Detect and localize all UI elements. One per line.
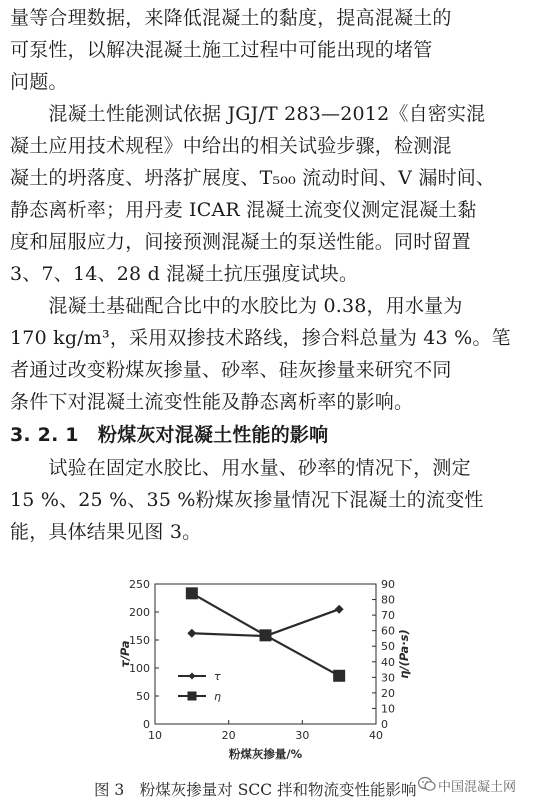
y-right-axis-label: η/(Pa·s) [397,629,411,679]
x-axis-label: 粉煤灰掺量/% [228,747,303,761]
legend-label: τ [214,670,221,683]
y-left-tick-label: 150 [129,634,150,647]
text-line: 量等合理数据，来降低混凝土的黏度，提高混凝土的 [10,7,452,29]
plot-frame [155,584,376,724]
y-left-tick-label: 200 [129,606,150,619]
legend-marker [188,692,197,701]
data-point [335,605,344,614]
y-left-axis-label: τ/Pa [118,640,132,668]
text-line: 可泵性，以解决混凝土施工过程中可能出现的堵管 [10,39,433,61]
y-right-tick-label: 40 [381,655,395,669]
x-tick-label: 30 [295,729,310,742]
text-line: 问题。 [10,71,68,93]
x-tick-label: 40 [369,729,383,742]
figure-caption: 图 3 粉煤灰掺量对 SCC 拌和物流变性能影响 [94,781,417,799]
section-heading: 3. 2. 1 粉煤灰对混凝土性能的影响 [10,424,329,446]
legend-marker [189,673,196,680]
y-right-tick-label: 20 [381,686,395,700]
text-line: 静态离析率；用丹麦 ICAR 混凝土流变仪测定混凝土黏 [10,199,477,221]
y-left-tick-label: 0 [143,718,150,731]
y-right-tick-label: 10 [381,702,395,716]
text-line: 度和屈服应力，间接预测混凝土的泵送性能。同时留置 [10,231,471,253]
text-line: 条件下对混凝土流变性能及静态离析率的影响。 [10,391,414,413]
text-line: 混凝土性能测试依据 JGJ/T 283—2012《自密实混 [10,103,486,125]
y-right-tick-label: 30 [381,671,395,685]
text-line: 者通过改变粉煤灰掺量、砂率、硅灰掺量来研究不同 [10,359,452,381]
text-line: 混凝土基础配合比中的水胶比为 0.38，用水量为 [10,295,463,317]
y-right-tick-label: 90 [381,578,395,591]
y-right-tick-label: 70 [381,609,395,623]
text-line: 凝土应用技术规程》中给出的相关试验步骤，检测混 [10,135,452,157]
y-right-tick-label: 60 [381,624,395,638]
text-line: 凝土的坍落度、坍落扩展度、T₅₀₀ 流动时间、V 漏时间、 [10,167,496,189]
text-line: 15 %、25 %、35 %粉煤灰掺量情况下混凝土的流变性 [10,489,484,511]
text-line: 试验在固定水胶比、用水量、砂率的情况下，测定 [10,457,471,479]
figure-chart [118,572,448,772]
data-point [186,587,198,599]
data-point [260,629,272,641]
data-point [187,629,196,638]
x-tick-label: 20 [221,729,236,742]
y-right-tick-label: 50 [381,640,395,654]
data-point [333,670,345,682]
y-right-tick-label: 80 [381,593,395,607]
text-line: 3、7、14、28 d 混凝土抗压强度试块。 [10,263,359,285]
watermark: 中国混凝土网 [438,780,517,795]
text-line: 170 kg/m³，采用双掺技术路线，掺合料总量为 43 %。笔 [10,327,511,349]
x-tick-label: 10 [148,729,162,742]
y-left-tick-label: 250 [129,578,150,591]
text-line: 能，具体结果见图 3。 [10,521,202,543]
y-left-tick-label: 100 [129,662,150,675]
wechat-icon [418,776,436,792]
legend-label: η [214,690,221,703]
y-left-tick-label: 50 [136,690,150,703]
y-right-tick-label: 0 [381,718,388,731]
